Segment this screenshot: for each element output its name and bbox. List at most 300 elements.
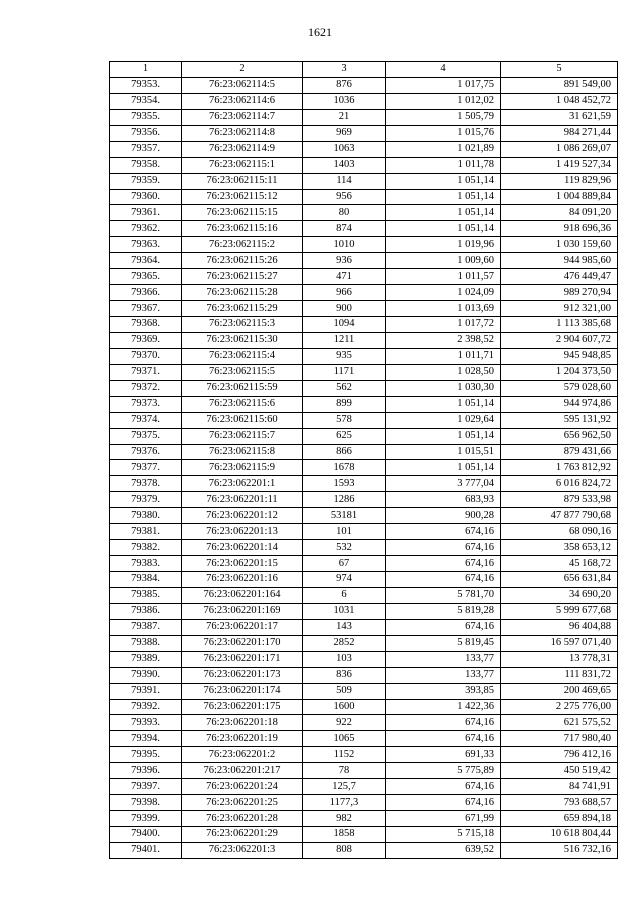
specific-value-cell: 133,77 [386,667,501,683]
table-row [110,763,618,779]
area-cell: 1678 [303,460,386,476]
area-cell: 956 [303,189,386,205]
area-cell: 562 [303,380,386,396]
table-row [110,842,618,858]
specific-value-cell: 683,93 [386,492,501,508]
area-cell: 969 [303,125,386,141]
area-cell: 1010 [303,237,386,253]
cadastral-number-cell: 76:23:062114:6 [182,93,303,109]
cadastral-number-cell: 76:23:062201:164 [182,587,303,603]
table-row [110,587,618,603]
cadastral-value-cell: 879 533,98 [501,492,618,508]
row-number-cell: 79395. [110,747,182,763]
specific-value-cell: 674,16 [386,556,501,572]
cadastral-value-cell: 984 271,44 [501,125,618,141]
cadastral-number-cell: 76:23:062201:18 [182,715,303,731]
cadastral-number-cell: 76:23:062201:13 [182,524,303,540]
row-number-cell: 79363. [110,237,182,253]
cadastral-value-cell: 579 028,60 [501,380,618,396]
specific-value-cell: 674,16 [386,795,501,811]
cadastral-value-cell: 47 877 790,68 [501,508,618,524]
cadastral-value-cell: 1 004 889,84 [501,189,618,205]
cadastral-number-cell: 76:23:062201:174 [182,683,303,699]
cadastral-number-cell: 76:23:062115:4 [182,348,303,364]
row-number-cell: 79376. [110,444,182,460]
cadastral-value-cell: 945 948,85 [501,348,618,364]
area-cell: 1065 [303,731,386,747]
specific-value-cell: 1 051,14 [386,173,501,189]
specific-value-cell: 1 024,09 [386,285,501,301]
table-row [110,253,618,269]
cadastral-number-cell: 76:23:062201:24 [182,779,303,795]
specific-value-cell: 1 009,60 [386,253,501,269]
specific-value-cell: 674,16 [386,524,501,540]
cadastral-number-cell: 76:23:062115:8 [182,444,303,460]
table-row [110,237,618,253]
table-row [110,508,618,524]
row-number-cell: 79386. [110,603,182,619]
area-cell: 101 [303,524,386,540]
table-row [110,460,618,476]
table-row [110,428,618,444]
row-number-cell: 79362. [110,221,182,237]
area-cell: 974 [303,572,386,588]
specific-value-cell: 1 422,36 [386,699,501,715]
table-row [110,285,618,301]
row-number-cell: 79374. [110,412,182,428]
table-row [110,125,618,141]
table-row [110,524,618,540]
cadastral-value-cell: 31 621,59 [501,109,618,125]
row-number-cell: 79394. [110,731,182,747]
table-row [110,619,618,635]
cadastral-number-cell: 76:23:062115:1 [182,157,303,173]
cadastral-value-cell: 879 431,66 [501,444,618,460]
area-cell: 509 [303,683,386,699]
row-number-cell: 79355. [110,109,182,125]
area-cell: 1600 [303,699,386,715]
cadastral-number-cell: 76:23:062115:6 [182,396,303,412]
cadastral-number-cell: 76:23:062115:11 [182,173,303,189]
row-number-cell: 79392. [110,699,182,715]
area-cell: 1286 [303,492,386,508]
area-cell: 578 [303,412,386,428]
specific-value-cell: 1 013,69 [386,301,501,317]
specific-value-cell: 1 051,14 [386,460,501,476]
table-row [110,651,618,667]
cadastral-value-cell: 96 404,88 [501,619,618,635]
cadastral-value-cell: 476 449,47 [501,269,618,285]
area-cell: 808 [303,842,386,858]
area-cell: 922 [303,715,386,731]
row-number-cell: 79399. [110,811,182,827]
specific-value-cell: 674,16 [386,731,501,747]
area-cell: 1171 [303,364,386,380]
specific-value-cell: 1 051,14 [386,205,501,221]
cadastral-number-cell: 76:23:062201:170 [182,635,303,651]
row-number-cell: 79357. [110,141,182,157]
row-number-cell: 79378. [110,476,182,492]
specific-value-cell: 5 715,18 [386,827,501,843]
specific-value-cell: 5 775,89 [386,763,501,779]
cadastral-number-cell: 76:23:062115:28 [182,285,303,301]
area-cell: 966 [303,285,386,301]
table-row [110,779,618,795]
area-cell: 935 [303,348,386,364]
table-row [110,827,618,843]
row-number-cell: 79375. [110,428,182,444]
table-row [110,603,618,619]
row-number-cell: 79400. [110,827,182,843]
area-cell: 1152 [303,747,386,763]
area-cell: 876 [303,77,386,93]
row-number-cell: 79391. [110,683,182,699]
cadastral-number-cell: 76:23:062114:8 [182,125,303,141]
table-row [110,396,618,412]
cadastral-value-cell: 912 321,00 [501,301,618,317]
area-cell: 103 [303,651,386,667]
column-header: 5 [501,62,618,78]
cadastral-number-cell: 76:23:062201:173 [182,667,303,683]
cadastral-value-cell: 68 090,16 [501,524,618,540]
specific-value-cell: 1 051,14 [386,396,501,412]
row-number-cell: 79381. [110,524,182,540]
area-cell: 471 [303,269,386,285]
row-number-cell: 79396. [110,763,182,779]
row-number-cell: 79383. [110,556,182,572]
cadastral-value-cell: 6 016 824,72 [501,476,618,492]
table-row [110,715,618,731]
row-number-cell: 79384. [110,572,182,588]
cadastral-value-cell: 793 688,57 [501,795,618,811]
area-cell: 982 [303,811,386,827]
specific-value-cell: 1 017,75 [386,77,501,93]
table-row [110,93,618,109]
table-body [110,77,618,858]
specific-value-cell: 691,33 [386,747,501,763]
specific-value-cell: 674,16 [386,572,501,588]
row-number-cell: 79397. [110,779,182,795]
cadastral-value-cell: 796 412,16 [501,747,618,763]
table-row [110,317,618,333]
row-number-cell: 79398. [110,795,182,811]
row-number-cell: 79353. [110,77,182,93]
cadastral-number-cell: 76:23:062115:60 [182,412,303,428]
cadastral-value-cell: 358 653,12 [501,540,618,556]
row-number-cell: 79401. [110,842,182,858]
specific-value-cell: 1 019,96 [386,237,501,253]
row-number-cell: 79372. [110,380,182,396]
cadastral-value-cell: 516 732,16 [501,842,618,858]
area-cell: 625 [303,428,386,444]
row-number-cell: 79356. [110,125,182,141]
row-number-cell: 79387. [110,619,182,635]
cadastral-number-cell: 76:23:062201:2 [182,747,303,763]
cadastral-number-cell: 76:23:062201:171 [182,651,303,667]
specific-value-cell: 1 017,72 [386,317,501,333]
specific-value-cell: 674,16 [386,715,501,731]
area-cell: 6 [303,587,386,603]
area-cell: 1031 [303,603,386,619]
cadastral-value-cell: 1 030 159,60 [501,237,618,253]
area-cell: 53181 [303,508,386,524]
cadastral-value-cell: 450 519,42 [501,763,618,779]
specific-value-cell: 2 398,52 [386,332,501,348]
specific-value-cell: 5 819,45 [386,635,501,651]
cadastral-number-cell: 76:23:062201:217 [182,763,303,779]
specific-value-cell: 3 777,04 [386,476,501,492]
cadastral-number-cell: 76:23:062201:11 [182,492,303,508]
cadastral-value-cell: 656 631,84 [501,572,618,588]
cadastral-value-cell: 656 962,50 [501,428,618,444]
row-number-cell: 79358. [110,157,182,173]
row-number-cell: 79369. [110,332,182,348]
row-number-cell: 79361. [110,205,182,221]
cadastral-value-cell: 5 999 677,68 [501,603,618,619]
column-header: 4 [386,62,501,78]
cadastral-value-cell: 84 741,91 [501,779,618,795]
table-row [110,444,618,460]
page-number: 1621 [308,25,332,39]
row-number-cell: 79379. [110,492,182,508]
area-cell: 836 [303,667,386,683]
area-cell: 1177,3 [303,795,386,811]
specific-value-cell: 1 015,51 [386,444,501,460]
cadastral-number-cell: 76:23:062115:3 [182,317,303,333]
cadastral-number-cell: 76:23:062201:29 [182,827,303,843]
specific-value-cell: 5 819,28 [386,603,501,619]
cadastral-value-table [109,61,618,859]
row-number-cell: 79385. [110,587,182,603]
area-cell: 866 [303,444,386,460]
cadastral-number-cell: 76:23:062115:9 [182,460,303,476]
specific-value-cell: 1 021,89 [386,141,501,157]
cadastral-value-cell: 891 549,00 [501,77,618,93]
table-row [110,221,618,237]
cadastral-value-cell: 595 131,92 [501,412,618,428]
specific-value-cell: 1 011,71 [386,348,501,364]
cadastral-value-cell: 16 597 071,40 [501,635,618,651]
row-number-cell: 79373. [110,396,182,412]
table-row [110,189,618,205]
table-row [110,572,618,588]
specific-value-cell: 1 015,76 [386,125,501,141]
table-row [110,540,618,556]
cadastral-number-cell: 76:23:062115:16 [182,221,303,237]
area-cell: 143 [303,619,386,635]
specific-value-cell: 674,16 [386,540,501,556]
row-number-cell: 79367. [110,301,182,317]
row-number-cell: 79370. [110,348,182,364]
specific-value-cell: 133,77 [386,651,501,667]
cadastral-number-cell: 76:23:062201:12 [182,508,303,524]
specific-value-cell: 900,28 [386,508,501,524]
area-cell: 532 [303,540,386,556]
cadastral-number-cell: 76:23:062115:27 [182,269,303,285]
table-row [110,269,618,285]
table-row [110,301,618,317]
table-row [110,699,618,715]
cadastral-value-cell: 84 091,20 [501,205,618,221]
specific-value-cell: 5 781,70 [386,587,501,603]
table-row [110,109,618,125]
row-number-cell: 79380. [110,508,182,524]
table-row [110,492,618,508]
cadastral-value-cell: 2 275 776,00 [501,699,618,715]
cadastral-value-cell: 1 204 373,50 [501,364,618,380]
specific-value-cell: 1 505,79 [386,109,501,125]
row-number-cell: 79388. [110,635,182,651]
cadastral-number-cell: 76:23:062114:9 [182,141,303,157]
cadastral-number-cell: 76:23:062115:7 [182,428,303,444]
table-row [110,77,618,93]
cadastral-value-cell: 989 270,94 [501,285,618,301]
table-row [110,141,618,157]
area-cell: 874 [303,221,386,237]
cadastral-number-cell: 76:23:062201:1 [182,476,303,492]
cadastral-value-cell: 717 980,40 [501,731,618,747]
area-cell: 114 [303,173,386,189]
area-cell: 78 [303,763,386,779]
area-cell: 1593 [303,476,386,492]
table-row [110,683,618,699]
cadastral-number-cell: 76:23:062115:5 [182,364,303,380]
row-number-cell: 79354. [110,93,182,109]
row-number-cell: 79371. [110,364,182,380]
cadastral-value-cell: 13 778,31 [501,651,618,667]
cadastral-value-cell: 45 168,72 [501,556,618,572]
specific-value-cell: 1 051,14 [386,428,501,444]
specific-value-cell: 1 011,57 [386,269,501,285]
cadastral-value-cell: 659 894,18 [501,811,618,827]
area-cell: 1403 [303,157,386,173]
specific-value-cell: 674,16 [386,779,501,795]
area-cell: 1858 [303,827,386,843]
cadastral-value-cell: 944 974,86 [501,396,618,412]
cadastral-value-cell: 2 904 607,72 [501,332,618,348]
row-number-cell: 79377. [110,460,182,476]
cadastral-number-cell: 76:23:062201:15 [182,556,303,572]
cadastral-number-cell: 76:23:062201:28 [182,811,303,827]
cadastral-value-cell: 1 113 385,68 [501,317,618,333]
cadastral-number-cell: 76:23:062201:17 [182,619,303,635]
specific-value-cell: 1 028,50 [386,364,501,380]
cadastral-number-cell: 76:23:062201:169 [182,603,303,619]
cadastral-value-cell: 1 763 812,92 [501,460,618,476]
cadastral-number-cell: 76:23:062115:59 [182,380,303,396]
area-cell: 1063 [303,141,386,157]
area-cell: 2852 [303,635,386,651]
cadastral-value-cell: 34 690,20 [501,587,618,603]
table-row [110,348,618,364]
row-number-cell: 79382. [110,540,182,556]
area-cell: 1036 [303,93,386,109]
cadastral-value-cell: 1 048 452,72 [501,93,618,109]
cadastral-number-cell: 76:23:062201:14 [182,540,303,556]
column-header: 3 [303,62,386,78]
table-row [110,795,618,811]
row-number-cell: 79359. [110,173,182,189]
specific-value-cell: 639,52 [386,842,501,858]
row-number-cell: 79368. [110,317,182,333]
table-row [110,205,618,221]
area-cell: 67 [303,556,386,572]
table-row [110,635,618,651]
row-number-cell: 79389. [110,651,182,667]
table-row [110,556,618,572]
column-header: 2 [182,62,303,78]
area-cell: 1094 [303,317,386,333]
cadastral-number-cell: 76:23:062115:12 [182,189,303,205]
row-number-cell: 79365. [110,269,182,285]
cadastral-number-cell: 76:23:062201:3 [182,842,303,858]
cadastral-number-cell: 76:23:062115:29 [182,301,303,317]
table-row [110,332,618,348]
row-number-cell: 79366. [110,285,182,301]
cadastral-value-cell: 1 419 527,34 [501,157,618,173]
cadastral-number-cell: 76:23:062201:16 [182,572,303,588]
table-row [110,731,618,747]
specific-value-cell: 1 030,30 [386,380,501,396]
cadastral-value-cell: 200 469,65 [501,683,618,699]
specific-value-cell: 1 051,14 [386,189,501,205]
area-cell: 899 [303,396,386,412]
table-row [110,667,618,683]
specific-value-cell: 1 012,02 [386,93,501,109]
specific-value-cell: 1 029,64 [386,412,501,428]
specific-value-cell: 671,99 [386,811,501,827]
table-row [110,747,618,763]
specific-value-cell: 674,16 [386,619,501,635]
cadastral-number-cell: 76:23:062115:30 [182,332,303,348]
cadastral-value-cell: 621 575,52 [501,715,618,731]
cadastral-number-cell: 76:23:062114:7 [182,109,303,125]
cadastral-number-cell: 76:23:062115:15 [182,205,303,221]
cadastral-value-cell: 944 985,60 [501,253,618,269]
area-cell: 1211 [303,332,386,348]
specific-value-cell: 1 011,78 [386,157,501,173]
cadastral-number-cell: 76:23:062201:19 [182,731,303,747]
table-row [110,173,618,189]
cadastral-number-cell: 76:23:062114:5 [182,77,303,93]
area-cell: 125,7 [303,779,386,795]
cadastral-value-cell: 111 831,72 [501,667,618,683]
table-row [110,380,618,396]
area-cell: 936 [303,253,386,269]
row-number-cell: 79360. [110,189,182,205]
table-row [110,412,618,428]
cadastral-number-cell: 76:23:062201:25 [182,795,303,811]
table-row [110,157,618,173]
row-number-cell: 79393. [110,715,182,731]
cadastral-value-cell: 10 618 804,44 [501,827,618,843]
table-header-row [110,62,618,78]
area-cell: 80 [303,205,386,221]
cadastral-number-cell: 76:23:062115:26 [182,253,303,269]
table-row [110,476,618,492]
row-number-cell: 79364. [110,253,182,269]
specific-value-cell: 1 051,14 [386,221,501,237]
area-cell: 900 [303,301,386,317]
area-cell: 21 [303,109,386,125]
column-header: 1 [110,62,182,78]
cadastral-number-cell: 76:23:062201:175 [182,699,303,715]
cadastral-number-cell: 76:23:062115:2 [182,237,303,253]
table-row [110,811,618,827]
cadastral-value-cell: 119 829,96 [501,173,618,189]
table-row [110,364,618,380]
row-number-cell: 79390. [110,667,182,683]
